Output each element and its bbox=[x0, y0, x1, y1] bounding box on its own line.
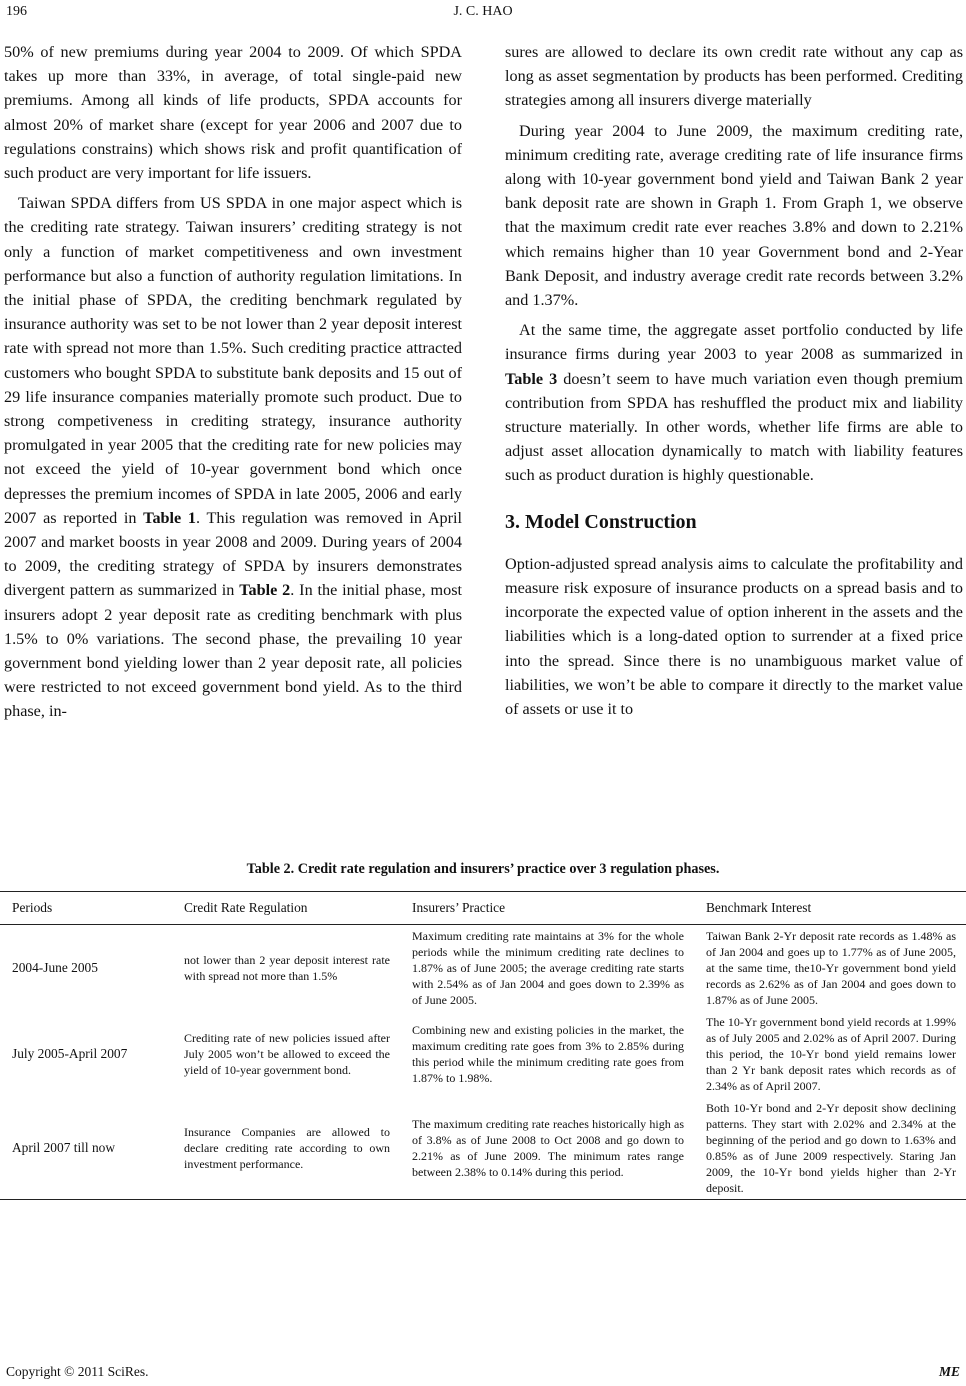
table-row bbox=[0, 1011, 966, 1097]
right-paragraph-1: sures are allowed to declare its own credit rate without any cap as long as asset segmentation by products has been performed. Crediting strategies among all insurers diverge materially bbox=[505, 43, 963, 110]
section-title: 3. Model Construction bbox=[505, 510, 697, 533]
header-insurers-practice: Insurers’ Practice bbox=[400, 892, 694, 925]
table-1-reference: Table 1 bbox=[143, 508, 197, 527]
table-container bbox=[0, 891, 966, 1200]
text-span: . This regulation was removed in April 2007 and market boosts in year 2008 and 2009. During years of 2004 to 2009, the crediting strategy of SPDA by insurers demonstrates divergent pattern as summarized in bbox=[4, 508, 462, 600]
text-span: At the same time, the aggregate asset portfolio conducted by life insurance firms during year 2003 to year 2008 as summarized in bbox=[505, 321, 963, 364]
header-periods: Periods bbox=[0, 892, 172, 925]
regulation-cell: Insurance Companies are allowed to declare crediting rate according to own investment performance. bbox=[172, 1097, 400, 1200]
table-row bbox=[0, 925, 966, 1012]
header-benchmark-interest: Benchmark Interest bbox=[694, 892, 966, 925]
right-paragraph-3 bbox=[505, 318, 963, 487]
period-cell: 2004-June 2005 bbox=[12, 960, 98, 975]
benchmark-cell: The 10-Yr government bond yield records at 1.99% as of July 2005 and 2.02% as of April 2007. During this period, the 10-Yr bond yield remains lower than 2 Yr bank deposit rates which records as of 2.34% as of April 2007. bbox=[706, 1015, 956, 1093]
text-span: doesn’t seem to have much variation even though premium contribution from SPDA has reshuffled the product mix and liability structure materially. In other words, whether life firms are able to adjust asset allocation dynamically to match with liability features such as product duration is highly questionable. bbox=[505, 369, 964, 485]
practice-cell: Combining new and existing policies in the market, the maximum crediting rate goes from 3% to 2.85% during this period while the minimum crediting rate goes from 1.87% to 1.98%. bbox=[412, 1023, 684, 1085]
footer-journal-abbrev: ME bbox=[938, 1364, 960, 1379]
table-3-reference: Table 3 bbox=[505, 369, 558, 388]
regulation-table bbox=[0, 891, 966, 1200]
text-span: . In the initial phase, most insurers adopt 2 year deposit rate as crediting benchmark with plus 1.5% to 0% variations. The second phase, the prevailing 10 year government bond yielding lower than 2 year deposit rate, all policies were restricted to not exceed government bond yield. As to the third phase, in- bbox=[4, 581, 463, 721]
left-paragraph-1: 50% of new premiums during year 2004 to 2009. Of which SPDA takes up more than 33%, in average, of total single-paid new premiums. Among all kinds of life products, SPDA accounts for almost 20% of market share (except for year 2006 and 2007 due to regulations constrains) which shows risk and profit quantification of such product are very important for life issuers. bbox=[4, 43, 462, 183]
benchmark-cell: Taiwan Bank 2-Yr deposit rate records as 1.48% as of Jan 2004 and goes up to 1.77% as of June 2005, at the same time, the10-Yr government bond yield records as 2.62% as of Jan 2004 and goes down to 1.87% as of June 2005. bbox=[706, 929, 956, 1007]
right-column bbox=[505, 40, 963, 727]
practice-cell: The maximum crediting rate reaches historically high as of 3.8% as of June 2008 to Oct 2008 and go down to 2.21% as of June 2009. The minimum rates range between 2.38% to 0.14% during this period. bbox=[400, 1097, 694, 1200]
table-caption: Table 2. Credit rate regulation and insurers’ practice over 3 regulation phases. bbox=[246, 861, 720, 877]
left-paragraph-2 bbox=[4, 191, 462, 723]
footer-copyright: Copyright © 2011 SciRes. bbox=[6, 1364, 149, 1379]
header-credit-rate-regulation: Credit Rate Regulation bbox=[172, 892, 400, 925]
table-2-reference: Table 2 bbox=[239, 581, 291, 600]
right-paragraph-2: During year 2004 to June 2009, the maximum crediting rate, minimum crediting rate, average crediting rate of life insurance firms along with 10-year government bond yield and Taiwan Bank 2 year bank deposit rate are shown in Graph 1. From Graph 1, we observe that the maximum credit rate ever reaches 3.8% and down to 2.21% which remains higher than 10 year Government bond and 2-Year Bank Deposit, and industry average credit rate records between 3.2% and 1.37%. bbox=[505, 121, 963, 310]
table-row bbox=[0, 1097, 966, 1200]
left-column bbox=[4, 40, 462, 730]
right-paragraph-4: Option-adjusted spread analysis aims to calculate the profitability and measure risk exposure of insurance products on a spread basis and to incorporate the expected value of option inherent in the assets and the liabilities which is a long-dated option to surrender at a fixed price into the spread. Since there is no unambiguous market value of liabilities, we won’t be able to compare it directly to the market value of assets or use it to bbox=[505, 554, 963, 719]
table-header-row bbox=[0, 892, 966, 925]
practice-cell: Maximum crediting rate maintains at 3% for the whole periods while the minimum crediting rate declines to 1.87% as of June 2005; the average crediting rate starts with 2.54% as of Jan 2004 and goes down to 2.39% as of June 2005. bbox=[412, 929, 684, 1007]
period-cell: July 2005-April 2007 bbox=[12, 1046, 128, 1061]
period-cell: April 2007 till now bbox=[0, 1097, 172, 1200]
benchmark-cell: Both 10-Yr bond and 2-Yr deposit show declining patterns. They start with 2.02% and 2.34% at the beginning of the period and go down to 1.63% and 0.85% as of June 2009 respectively. Staring Jan 2009, the 10-Yr bond yields higher than 2-Yr deposit. bbox=[694, 1097, 966, 1200]
running-header-author: J. C. HAO bbox=[453, 4, 513, 19]
text-span: Taiwan SPDA differs from US SPDA in one major aspect which is the crediting rate strategy. Taiwan insurers’ crediting strategy is not only a function of market competitiveness and own investment performance but also a function of authority regulation limitations. In the initial phase of SPDA, the crediting benchmark regulated by insurance authority was set to be not lower than 2 year deposit interest rate with spread not more than 1.5%. Such crediting practice attracted customers who bought SPDA to substitute bank deposits and 15 out of 29 life insurance companies materially promote such product. Due to strong competiveness in crediting strategy, insurance authority promulgated in year 2005 that the crediting rate for new policies may not exceed the yield of 10-year government bond which once depresses the premium incomes of SPDA in late 2005, 2006 and early 2007 as reported in bbox=[4, 194, 462, 527]
regulation-cell: not lower than 2 year deposit interest rate with spread not more than 1.5% bbox=[184, 953, 390, 983]
page-number: 196 bbox=[6, 4, 27, 19]
regulation-cell: Crediting rate of new policies issued after July 2005 won’t be allowed to exceed the yield of 10-year government bond. bbox=[184, 1031, 390, 1077]
